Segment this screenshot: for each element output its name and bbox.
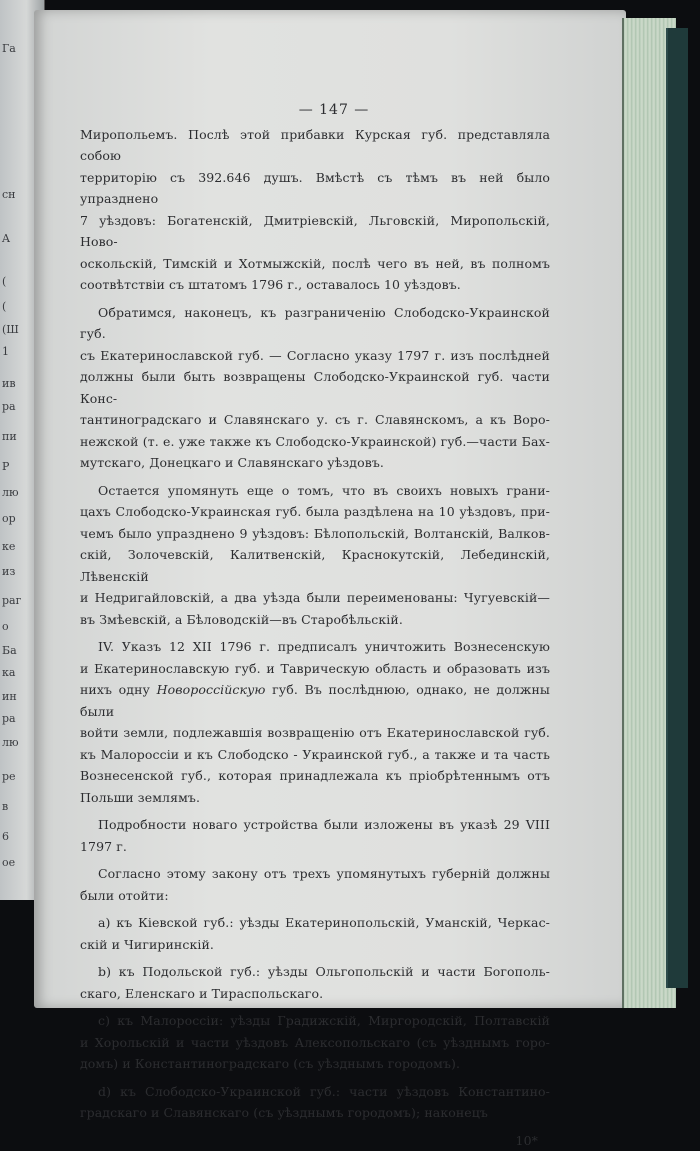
paragraph — [80, 1081, 550, 1124]
text-line: IV. Указъ 12 XII 1796 г. предписалъ уничтожить Вознесенскую — [80, 636, 550, 658]
facing-page-fragment: ке — [2, 540, 15, 553]
text-line: должны были быть возвращены Слободско-Украинской губ. части Конс- — [80, 366, 550, 409]
text-line: скій, Золочевскій, Калитвенскій, Краснокутскій, Лебединскій, Лѣвенскій — [80, 544, 550, 587]
text-line: c) къ Малороссіи: уѣзды Градижскій, Миргородскій, Полтавскій — [80, 1010, 550, 1032]
facing-page-fragment: Га — [2, 42, 16, 55]
text-line: мутскаго, Донецкаго и Славянскаго уѣздовъ. — [80, 452, 550, 474]
text-line: нежской (т. е. уже также къ Слободско-Украинской) губ.—части Бах- — [80, 431, 550, 453]
facing-page-fragment: 6 — [2, 830, 9, 843]
facing-page-fragment: в — [2, 800, 8, 813]
text-line: a) къ Кіевской губ.: уѣзды Екатеринопольскій, Уманскій, Черкас- — [80, 912, 550, 934]
facing-page-fragment: ра — [2, 712, 16, 725]
paragraph — [80, 863, 550, 906]
paragraph — [80, 124, 550, 296]
text-line: войти земли, подлежавшія возвращенію отъ Екатеринославской губ. — [80, 722, 550, 744]
text-line: градскаго и Славянскаго (съ уѣзднымъ городомъ); наконецъ — [80, 1102, 550, 1124]
text-line: къ Малороссіи и къ Слободско - Украинской губ., а также и та часть — [80, 744, 550, 766]
text-line: Вознесенской губ., которая принадлежала къ пріобрѣтеннымъ отъ — [80, 765, 550, 787]
facing-page-fragment: лю — [2, 486, 19, 499]
facing-page-fragment: лю — [2, 736, 19, 749]
facing-page-fragment: о — [2, 620, 9, 633]
text-line: и Недригайловскій, а два уѣзда были переименованы: Чугуевскій— — [80, 587, 550, 609]
text-line: Миропольемъ. Послѣ этой прибавки Курская губ. представляла собою — [80, 124, 550, 167]
text-line: тантиноградскаго и Славянскаго у. съ г. Славянскомъ, а къ Воро- — [80, 409, 550, 431]
paragraph — [80, 302, 550, 474]
facing-page-fragment: ка — [2, 666, 15, 679]
paragraphs — [80, 124, 550, 1124]
facing-page-fragment: 1 — [2, 345, 9, 358]
facing-page-fragment: из — [2, 565, 15, 578]
facing-page-fragment: ( — [2, 275, 6, 288]
text-line: 7 уѣздовъ: Богатенскій, Дмитріевскій, Льговскій, Миропольскій, Ново- — [80, 210, 550, 253]
text-line: и Хорольскій и части уѣздовъ Алексопольскаго (съ уѣзднымъ горо- — [80, 1032, 550, 1054]
text-line: нихъ одну Новороссійскую губ. Въ послѣднюю, однако, не должны были — [80, 679, 550, 722]
text-line: цахъ Слободско-Украинская губ. была раздѣлена на 10 уѣздовъ, при- — [80, 501, 550, 523]
facing-page-fragment: ре — [2, 770, 16, 783]
facing-page-fragment: ( — [2, 300, 6, 313]
text-line: Остается упомянуть еще о томъ, что въ своихъ новыхъ грани- — [80, 480, 550, 502]
paragraph — [80, 961, 550, 1004]
facing-page-fragment: пи — [2, 430, 17, 443]
text-line: b) къ Подольской губ.: уѣзды Ольгопольскій и части Богополь- — [80, 961, 550, 983]
text-line: Обратимся, наконецъ, къ разграниченію Слободско-Украинской губ. — [80, 302, 550, 345]
text-line: территорію съ 392.646 душъ. Вмѣстѣ съ тѣмъ въ ней было упразднено — [80, 167, 550, 210]
paragraph — [80, 814, 550, 857]
text-line: въ Змѣевскій, а Бѣловодскій—въ Старобѣльскій. — [80, 609, 550, 631]
paragraph — [80, 912, 550, 955]
text-line: домъ) и Константиноградскаго (съ уѣзднымъ городомъ). — [80, 1053, 550, 1075]
text-line: Польши землямъ. — [80, 787, 550, 809]
text-line: соотвѣтствіи съ штатомъ 1796 г., оставалось 10 уѣздовъ. — [80, 274, 550, 296]
facing-page-fragment: A — [2, 232, 10, 245]
facing-page-fragment: раг — [2, 594, 21, 607]
text-line: d) къ Слободско-Украинской губ.: части уѣздовъ Константино- — [80, 1081, 550, 1103]
facing-page-fragment: ое — [2, 856, 15, 869]
signature-mark: 10* — [80, 1130, 550, 1151]
text-line: Согласно этому закону отъ трехъ упомянутыхъ губерній должны — [80, 863, 550, 885]
facing-page-fragment: ин — [2, 690, 17, 703]
text-line: съ Екатеринославской губ. — Согласно указу 1797 г. изъ послѣдней — [80, 345, 550, 367]
book-cover — [666, 28, 688, 988]
text-line: оскольскій, Тимскій и Хотмыжскій, послѣ чего въ ней, въ полномъ — [80, 253, 550, 275]
facing-page-fragment: ив — [2, 377, 16, 390]
text-line: чемъ было упразднено 9 уѣздовъ: Бѣлопольскій, Волтанскій, Валков- — [80, 523, 550, 545]
text-line: Подробности новаго устройства были изложены въ указѣ 29 VIII — [80, 814, 550, 836]
text-column — [80, 100, 550, 1151]
paragraph — [80, 1010, 550, 1075]
facing-page-fragment: (Ш — [2, 323, 19, 336]
text-line: и Екатеринославскую губ. и Таврическую область и образовать изъ — [80, 658, 550, 680]
facing-page-fragment: Ба — [2, 644, 17, 657]
page-number: — 147 — — [80, 100, 550, 122]
text-line: были отойти: — [80, 885, 550, 907]
text-line: скій и Чигиринскій. — [80, 934, 550, 956]
paragraph — [80, 480, 550, 631]
facing-page-fragment: ра — [2, 400, 16, 413]
text-line: скаго, Еленскаго и Тираспольскаго. — [80, 983, 550, 1005]
facing-page-fragment: сн — [2, 188, 16, 201]
facing-page-fragment: ор — [2, 512, 16, 525]
text-line: 1797 г. — [80, 836, 550, 858]
paragraph — [80, 636, 550, 808]
facing-page-fragment: Р — [2, 460, 9, 473]
